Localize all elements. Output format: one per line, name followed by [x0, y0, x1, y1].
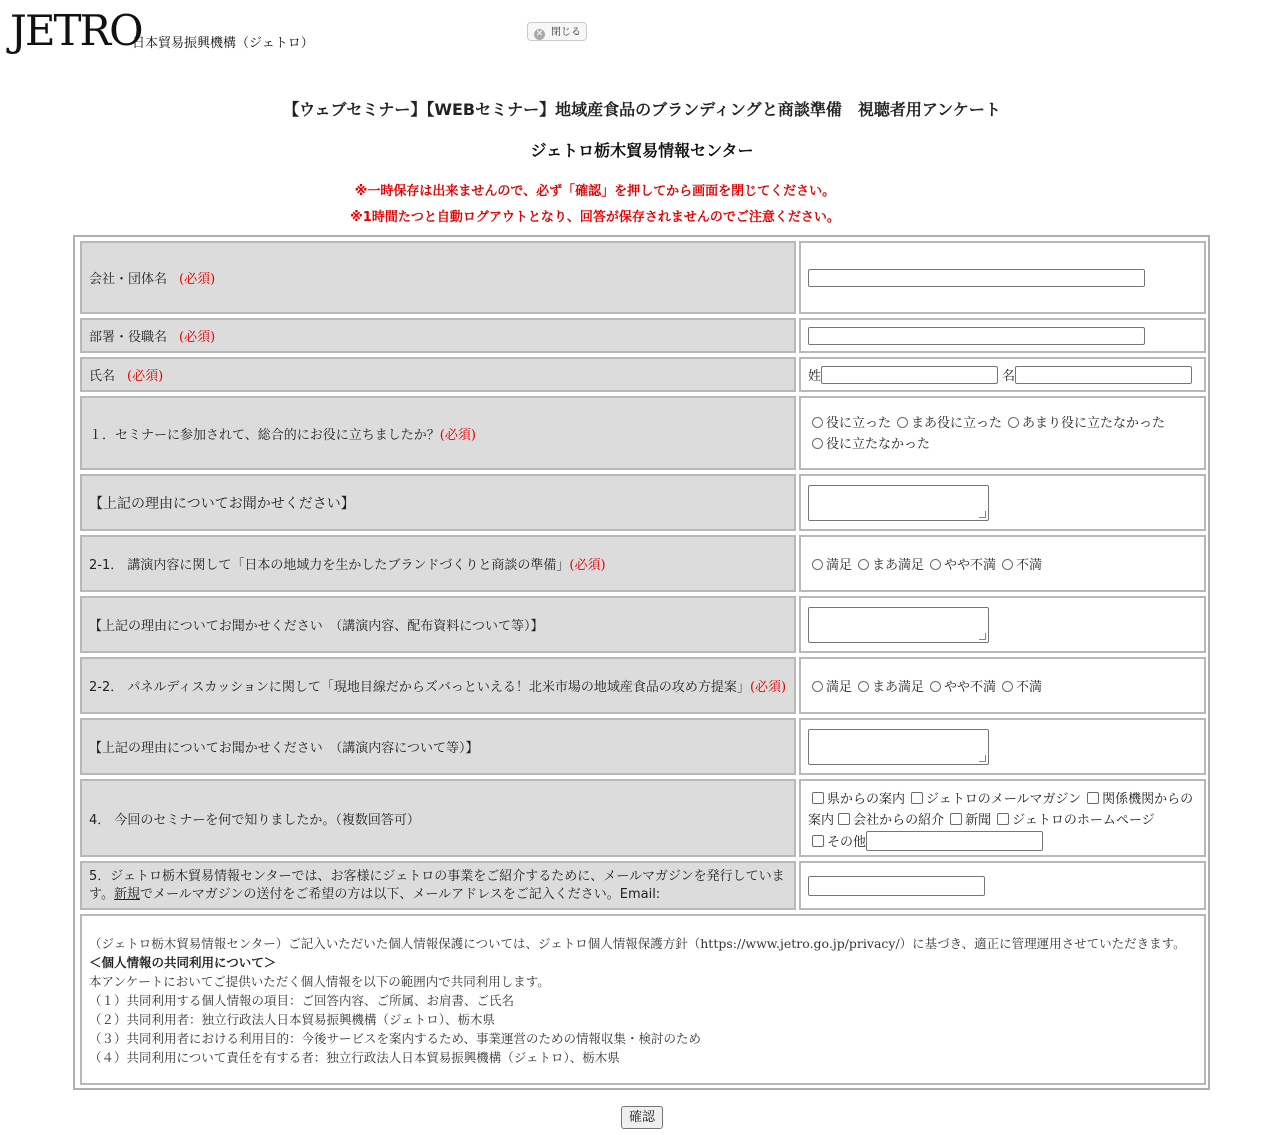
q2-2-reason-label-cell: [80, 718, 796, 775]
name-label-cell: [80, 357, 796, 392]
q1-reason-textarea[interactable]: [808, 485, 989, 521]
privacy-line: （１）共同利用する個人情報の項目：ご回答内容、ご所属、お肩書、ご氏名: [89, 993, 515, 1008]
privacy-line: （２）共同利用者：独立行政法人日本貿易振興機構（ジェトロ）、栃木県: [89, 1012, 496, 1027]
department-value-cell: [799, 318, 1206, 353]
q2-2-reason-textarea[interactable]: [808, 729, 989, 765]
q2-1-label: 2-1． 講演内容に関して「日本の地域力を生かしたブランドづくりと商談の準備」: [89, 558, 570, 573]
q2-1-reason-label: 【上記の理由についてお聞かせください （講演内容、配布資料について等）】: [89, 619, 544, 634]
required-mark: (必須): [749, 680, 787, 695]
q2-2-label: 2-2． パネルディスカッションに関して「現地目線だからズバっといえる！北米市場の地域産食品の攻め方提案」: [89, 680, 750, 695]
name-label: 氏名: [89, 369, 116, 384]
q2-1-value-cell: [799, 535, 1206, 592]
q4-label-cell: [80, 779, 796, 857]
radio-icon: [858, 681, 869, 692]
privacy-notice: [80, 914, 1206, 1085]
q1-reason-value-cell: [799, 474, 1206, 531]
company-value-cell: [799, 241, 1206, 314]
first-name-label: 名: [1002, 369, 1016, 384]
org-name: 日本貿易振興機構（ジェトロ）: [132, 36, 314, 51]
q2-1-option[interactable]: 満足: [812, 554, 852, 573]
q4-option[interactable]: その他: [812, 835, 866, 850]
q5-value-cell: [799, 861, 1206, 910]
company-label-cell: [80, 241, 796, 314]
notice-save: ※一時保存は出来ませんので、必ず「確認」を押してから画面を閉じてください。: [354, 184, 836, 199]
jetro-logo: JETRO: [10, 6, 142, 55]
notice-logout: ※1時間たつと自動ログアウトとなり、回答が保存されませんのでご注意ください。: [350, 210, 840, 225]
required-mark: (必須): [179, 330, 216, 345]
radio-icon: [1002, 559, 1013, 570]
q2-1-option[interactable]: まあ満足: [858, 554, 924, 573]
privacy-line: 本アンケートにおいてご提供いただく個人情報を以下の範囲内で共同利用します。: [89, 974, 550, 989]
q2-2-reason-label: 【上記の理由についてお聞かせください （講演内容について等）】: [89, 741, 479, 756]
checkbox-icon: [997, 813, 1009, 825]
radio-icon: [812, 681, 823, 692]
radio-icon: [897, 417, 908, 428]
checkbox-icon: [838, 813, 850, 825]
q1-option[interactable]: あまり役に立たなかった: [1008, 416, 1165, 431]
q1-label-cell: [80, 396, 796, 470]
q2-1-reason-value-cell: [799, 596, 1206, 653]
name-value-cell: [799, 357, 1206, 392]
q1-value-cell: [799, 396, 1206, 470]
q1-label: １．セミナーに参加されて、総合的にお役に立ちましたか？: [89, 427, 440, 443]
department-label: 部署・役職名: [89, 330, 168, 345]
q4-option[interactable]: 会社からの紹介: [838, 813, 944, 828]
q4-other-input[interactable]: [866, 831, 1043, 851]
radio-icon: [930, 681, 941, 692]
q2-1-label-cell: [80, 535, 796, 592]
q4-option[interactable]: 関係機関からの案内: [808, 792, 1194, 828]
q4-option[interactable]: 県からの案内: [812, 792, 905, 807]
q5-label-cell: [80, 861, 796, 910]
q4-option[interactable]: ジェトロのメールマガジン: [911, 792, 1081, 807]
checkbox-icon: [911, 792, 923, 804]
email-input[interactable]: [808, 876, 985, 896]
q4-label: 4． 今回のセミナーを何で知りましたか。（複数回答可）: [89, 812, 420, 828]
close-button[interactable]: [527, 22, 587, 41]
checkbox-icon: [1087, 792, 1099, 804]
checkbox-icon: [812, 792, 824, 804]
q2-2-option[interactable]: まあ満足: [858, 676, 924, 695]
confirm-button[interactable]: 確認: [621, 1106, 663, 1129]
q2-2-value-cell: [799, 657, 1206, 714]
q2-2-label-cell: [80, 657, 796, 714]
q5-label-a: 5．ジェトロ栃木貿易情報センターでは、お客様にジェトロの事業をご紹介するために、メールマガジンを発行しています。: [89, 868, 785, 902]
required-mark: (必須): [179, 272, 216, 287]
survey-form: [73, 235, 1210, 1090]
required-mark: (必須): [439, 427, 476, 443]
checkbox-icon: [812, 835, 824, 847]
checkbox-icon: [950, 813, 962, 825]
q2-2-option[interactable]: 満足: [812, 676, 852, 695]
q1-reason-label: 【上記の理由についてお聞かせください】: [89, 495, 355, 512]
radio-icon: [1008, 417, 1019, 428]
q4-option[interactable]: ジェトロのホームページ: [997, 813, 1154, 828]
q2-2-reason-value-cell: [799, 718, 1206, 775]
last-name-input[interactable]: [821, 366, 998, 384]
q1-reason-label-cell: [80, 474, 796, 531]
required-mark: (必須): [569, 558, 606, 573]
q2-2-option[interactable]: やや不満: [930, 676, 996, 695]
page-title: 【ウェブセミナー】【WEBセミナー】地域産食品のブランディングと商談準備 視聴者用アンケート: [283, 100, 1001, 119]
q5-label-b: でメールマガジンの送付をご希望の方は以下、メールアドレスをご記入ください。Email:: [139, 886, 661, 902]
department-input[interactable]: [808, 327, 1145, 345]
q1-option[interactable]: 役に立たなかった: [812, 437, 930, 452]
radio-icon: [812, 438, 823, 449]
company-label: 会社・団体名: [89, 272, 168, 287]
privacy-intro: （ジェトロ栃木貿易情報センター）ご記入いただいた個人情報保護については、ジェトロ個人情報保護方針（https://www.jetro.go.jp/privacy/）に基づき、適正に管理運用させていただきます。: [89, 936, 1186, 951]
required-mark: (必須): [127, 369, 164, 384]
header: [0, 0, 1284, 70]
radio-icon: [1002, 681, 1013, 692]
radio-icon: [858, 559, 869, 570]
q4-value-cell: [799, 779, 1206, 857]
first-name-input[interactable]: [1015, 366, 1192, 384]
q2-1-reason-label-cell: [80, 596, 796, 653]
q4-option[interactable]: 新聞: [950, 813, 991, 828]
q2-1-option[interactable]: 不満: [1002, 554, 1042, 573]
close-button-label: 閉じる: [551, 27, 581, 38]
close-icon: ✕: [535, 29, 544, 39]
radio-icon: [930, 559, 941, 570]
privacy-heading: ＜個人情報の共同利用について＞: [89, 955, 277, 970]
last-name-label: 姓: [808, 369, 822, 384]
q2-2-option[interactable]: 不満: [1002, 676, 1042, 695]
department-label-cell: [80, 318, 796, 353]
radio-icon: [812, 417, 823, 428]
company-input[interactable]: [808, 269, 1145, 287]
radio-icon: [812, 559, 823, 570]
privacy-line: （３）共同利用者における利用目的：今後サービスを案内するため、事業運営のための情報収集・検討のため: [89, 1031, 702, 1046]
privacy-line: （４）共同利用について責任を有する者：独立行政法人日本貿易振興機構（ジェトロ）、栃木県: [89, 1050, 620, 1065]
q1-option[interactable]: まあ役に立った: [897, 416, 1002, 431]
q1-option[interactable]: 役に立った: [812, 416, 891, 431]
q2-1-option[interactable]: やや不満: [930, 554, 996, 573]
new-registration-link[interactable]: 新規: [113, 886, 140, 902]
sub-title: ジェトロ栃木貿易情報センター: [530, 141, 754, 160]
q2-1-reason-textarea[interactable]: [808, 607, 989, 643]
